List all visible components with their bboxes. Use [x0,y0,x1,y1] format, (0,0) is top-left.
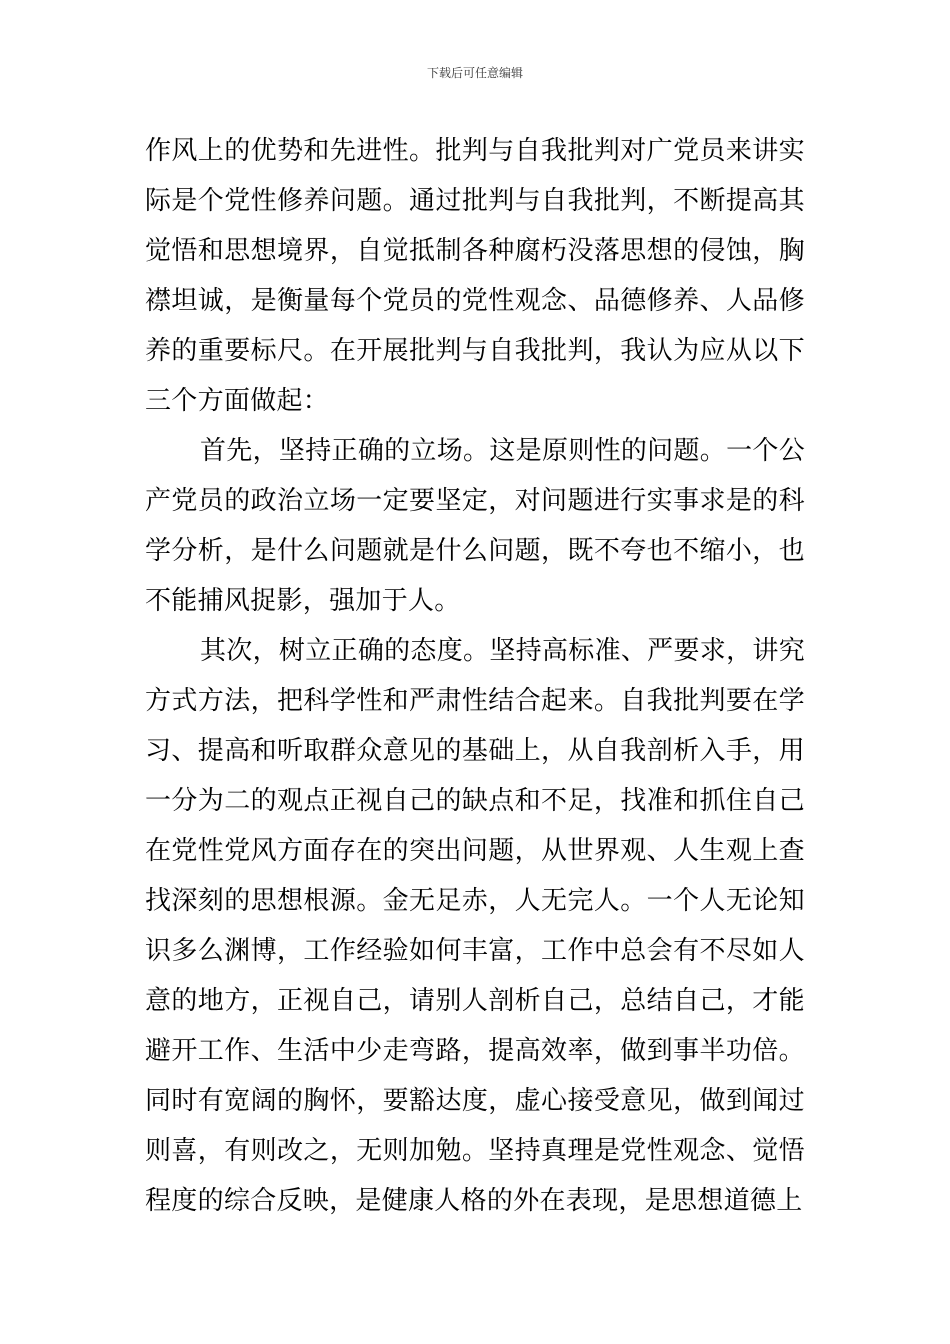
paragraph-2: 首先，坚持正确的立场。这是原则性的问题。一个公产党员的政治立场一定要坚定，对问题进行实事求是的科学分析，是什么问题就是什么问题，既不夸也不缩小，也不能捕风捉影，强加于人。 [145,436,805,616]
paragraph-1: 作风上的优势和先进性。批判与自我批判对广党员来讲实际是个党性修养问题。通过批判与自我批判，不断提高其觉悟和思想境界，自觉抵制各种腐朽没落思想的侵蚀，胸襟坦诚，是衡量每个党员的党性观念、品德修养、人品修养的重要标尺。在开展批判与自我批判，我认为应从以下三个方面做起： [145,136,805,416]
document-body [145,126,805,1226]
page-header: 下载后可任意编辑 [426,66,523,80]
paragraph-3: 其次，树立正确的态度。坚持高标准、严要求，讲究方式方法，把科学性和严肃性结合起来。自我批判要在学习、提高和听取群众意见的基础上，从自我剖析入手，用一分为二的观点正视自己的缺点和不足，找准和抓住自己在党性党风方面存在的突出问题，从世界观、人生观上查找深刻的思想根源。金无足赤，人无完人。一个人无论知识多么渊博，工作经验如何丰富，工作中总会有不尽如人意的地方，正视自己，请别人剖析自己，总结自己，才能避开工作、生活中少走弯路，提高效率，做到事半功倍。同时有宽阔的胸怀，要豁达度，虚心接受意见，做到闻过则喜，有则改之，无则加勉。坚持真理是党性观念、觉悟程度的综合反映，是健康人格的外在表现，是思想道德上 [145,636,805,1216]
